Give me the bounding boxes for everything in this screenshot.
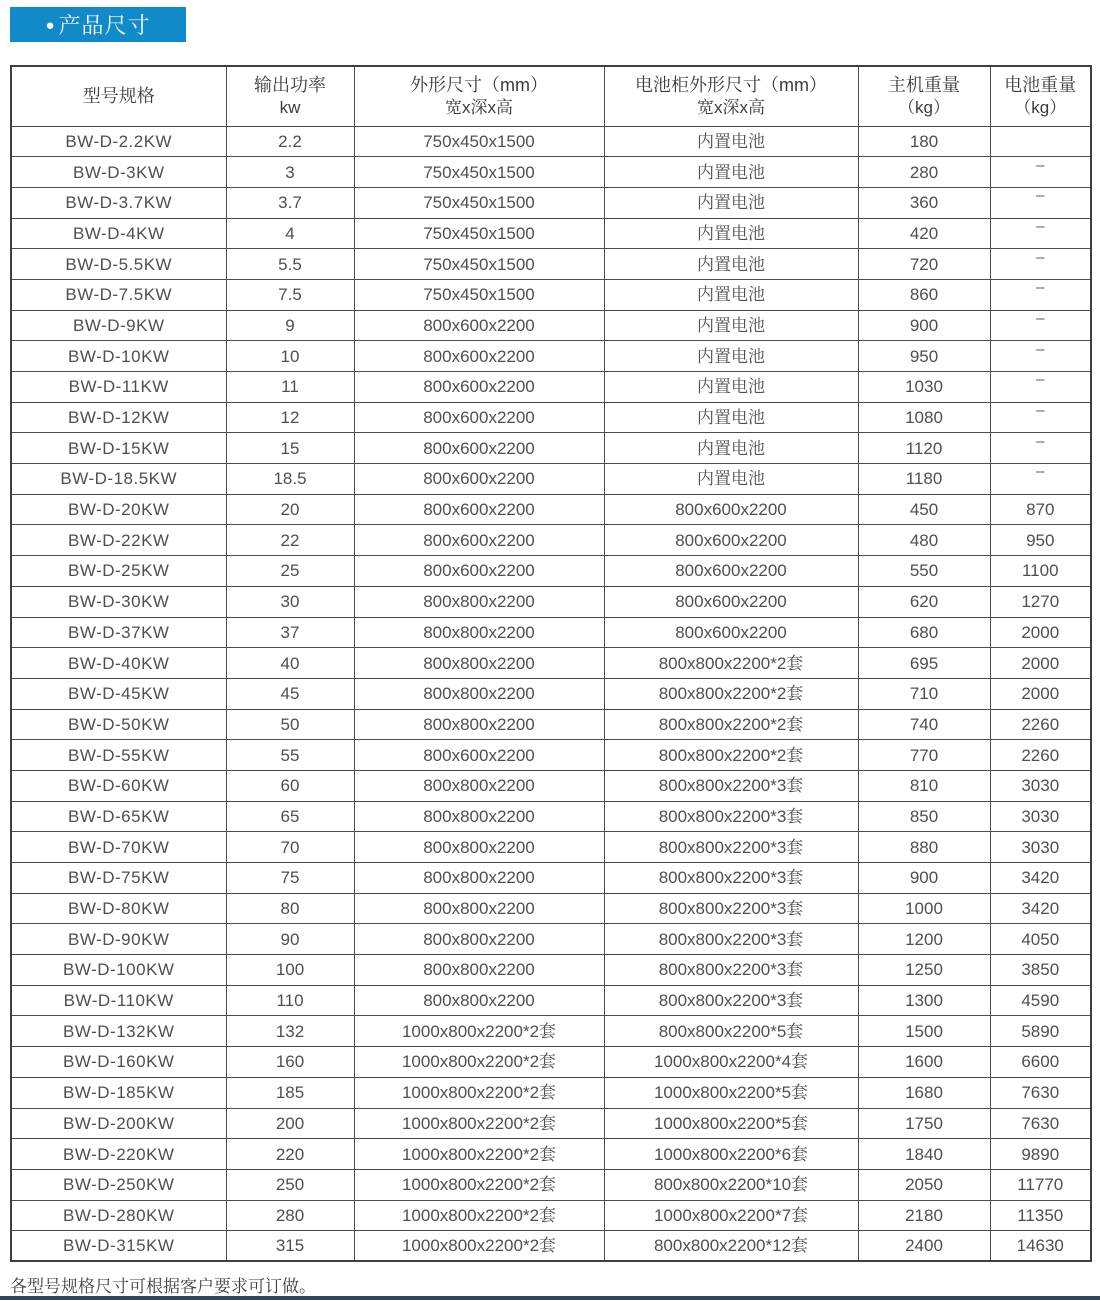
cell-battery-cabinet: 800x800x2200*3套 [604, 801, 858, 832]
cell-dimensions: 800x800x2200 [354, 863, 604, 894]
cell-host-weight: 180 [858, 126, 990, 157]
cell-battery-weight [990, 126, 1091, 157]
cell-model: BW-D-7.5KW [11, 279, 226, 310]
cell-battery-cabinet: 1000x800x2200*5套 [604, 1077, 858, 1108]
table-row [11, 249, 1091, 280]
cell-battery-weight: 1270 [990, 586, 1091, 617]
cell-dimensions: 1000x800x2200*2套 [354, 1108, 604, 1139]
cell-battery-weight: 4050 [990, 924, 1091, 955]
cell-model: BW-D-90KW [11, 924, 226, 955]
cell-power: 315 [226, 1231, 354, 1262]
cell-host-weight: 1180 [858, 464, 990, 495]
cell-dimensions: 1000x800x2200*2套 [354, 1047, 604, 1078]
cell-model: BW-D-5.5KW [11, 249, 226, 280]
cell-host-weight: 1840 [858, 1139, 990, 1170]
cell-host-weight: 550 [858, 556, 990, 587]
cell-model: BW-D-315KW [11, 1231, 226, 1262]
cell-host-weight: 1600 [858, 1047, 990, 1078]
cell-battery-cabinet: 800x800x2200*3套 [604, 893, 858, 924]
table-row [11, 648, 1091, 679]
cell-battery-weight: – [990, 341, 1091, 372]
section-title-label: 产品尺寸 [58, 13, 151, 38]
table-row [11, 893, 1091, 924]
cell-dimensions: 750x450x1500 [354, 279, 604, 310]
cell-battery-cabinet: 内置电池 [604, 249, 858, 280]
cell-power: 80 [226, 893, 354, 924]
cell-dimensions: 750x450x1500 [354, 126, 604, 157]
table-row [11, 402, 1091, 433]
cell-power: 185 [226, 1077, 354, 1108]
cell-battery-cabinet: 内置电池 [604, 402, 858, 433]
cell-dimensions: 800x800x2200 [354, 801, 604, 832]
cell-host-weight: 1680 [858, 1077, 990, 1108]
cell-power: 20 [226, 494, 354, 525]
cell-battery-weight: 2000 [990, 617, 1091, 648]
column-header-battery-cabinet: 电池柜外形尺寸（mm） 宽x深x高 [604, 66, 858, 126]
cell-battery-cabinet: 800x800x2200*3套 [604, 985, 858, 1016]
cell-power: 60 [226, 770, 354, 801]
cell-power: 200 [226, 1108, 354, 1139]
cell-model: BW-D-70KW [11, 832, 226, 863]
cell-dimensions: 800x600x2200 [354, 341, 604, 372]
cell-power: 45 [226, 678, 354, 709]
cell-battery-weight: – [990, 218, 1091, 249]
cell-model: BW-D-80KW [11, 893, 226, 924]
cell-model: BW-D-37KW [11, 617, 226, 648]
cell-dimensions: 800x600x2200 [354, 494, 604, 525]
cell-dimensions: 800x800x2200 [354, 893, 604, 924]
table-header [11, 66, 1091, 126]
cell-host-weight: 2050 [858, 1169, 990, 1200]
cell-host-weight: 850 [858, 801, 990, 832]
cell-power: 2.2 [226, 126, 354, 157]
cell-model: BW-D-110KW [11, 985, 226, 1016]
cell-dimensions: 1000x800x2200*2套 [354, 1139, 604, 1170]
cell-dimensions: 800x800x2200 [354, 985, 604, 1016]
cell-host-weight: 2400 [858, 1231, 990, 1262]
cell-battery-cabinet: 800x800x2200*3套 [604, 863, 858, 894]
cell-power: 3 [226, 157, 354, 188]
cell-host-weight: 360 [858, 187, 990, 218]
table-row [11, 586, 1091, 617]
cell-battery-cabinet: 内置电池 [604, 372, 858, 403]
cell-dimensions: 800x600x2200 [354, 402, 604, 433]
cell-power: 160 [226, 1047, 354, 1078]
cell-battery-cabinet: 内置电池 [604, 279, 858, 310]
cell-host-weight: 770 [858, 740, 990, 771]
cell-dimensions: 800x800x2200 [354, 832, 604, 863]
cell-power: 70 [226, 832, 354, 863]
cell-dimensions: 1000x800x2200*2套 [354, 1016, 604, 1047]
cell-battery-cabinet: 内置电池 [604, 464, 858, 495]
cell-model: BW-D-20KW [11, 494, 226, 525]
cell-dimensions: 750x450x1500 [354, 187, 604, 218]
cell-battery-weight: 6600 [990, 1047, 1091, 1078]
cell-host-weight: 860 [858, 279, 990, 310]
column-header-battery-weight: 电池重量 （kg） [990, 66, 1091, 126]
cell-battery-weight: 870 [990, 494, 1091, 525]
cell-battery-weight: 950 [990, 525, 1091, 556]
cell-battery-weight: – [990, 433, 1091, 464]
table-row [11, 985, 1091, 1016]
table-row [11, 832, 1091, 863]
cell-battery-cabinet: 800x800x2200*3套 [604, 955, 858, 986]
table-row [11, 1231, 1091, 1262]
cell-model: BW-D-50KW [11, 709, 226, 740]
cell-battery-weight: – [990, 249, 1091, 280]
cell-power: 280 [226, 1200, 354, 1231]
cell-dimensions: 1000x800x2200*2套 [354, 1231, 604, 1262]
table-row [11, 1047, 1091, 1078]
cell-battery-weight: 3030 [990, 832, 1091, 863]
cell-power: 11 [226, 372, 354, 403]
table-row [11, 525, 1091, 556]
cell-model: BW-D-65KW [11, 801, 226, 832]
cell-power: 55 [226, 740, 354, 771]
cell-model: BW-D-132KW [11, 1016, 226, 1047]
cell-battery-cabinet: 1000x800x2200*7套 [604, 1200, 858, 1231]
cell-power: 90 [226, 924, 354, 955]
cell-model: BW-D-4KW [11, 218, 226, 249]
cell-host-weight: 620 [858, 586, 990, 617]
cell-battery-cabinet: 800x600x2200 [604, 586, 858, 617]
cell-battery-cabinet: 1000x800x2200*5套 [604, 1108, 858, 1139]
cell-power: 40 [226, 648, 354, 679]
cell-battery-weight: 2000 [990, 648, 1091, 679]
cell-battery-cabinet: 800x600x2200 [604, 494, 858, 525]
cell-dimensions: 1000x800x2200*2套 [354, 1077, 604, 1108]
cell-battery-cabinet: 1000x800x2200*6套 [604, 1139, 858, 1170]
cell-host-weight: 1500 [858, 1016, 990, 1047]
cell-battery-cabinet: 800x800x2200*10套 [604, 1169, 858, 1200]
cell-host-weight: 1750 [858, 1108, 990, 1139]
cell-dimensions: 800x600x2200 [354, 556, 604, 587]
product-dimensions-table [10, 65, 1092, 1262]
cell-battery-weight: – [990, 310, 1091, 341]
cell-battery-cabinet: 内置电池 [604, 218, 858, 249]
table-row [11, 1200, 1091, 1231]
table-row [11, 187, 1091, 218]
cell-power: 5.5 [226, 249, 354, 280]
cell-battery-cabinet: 800x800x2200*3套 [604, 832, 858, 863]
cell-model: BW-D-250KW [11, 1169, 226, 1200]
column-header-output-power: 输出功率 kw [226, 66, 354, 126]
cell-battery-cabinet: 800x800x2200*2套 [604, 678, 858, 709]
cell-battery-cabinet: 800x600x2200 [604, 556, 858, 587]
cell-dimensions: 800x800x2200 [354, 617, 604, 648]
cell-host-weight: 695 [858, 648, 990, 679]
table-row [11, 678, 1091, 709]
bottom-rule [0, 1296, 1100, 1300]
cell-model: BW-D-2.2KW [11, 126, 226, 157]
section-title-badge [10, 7, 186, 42]
cell-host-weight: 900 [858, 310, 990, 341]
cell-host-weight: 950 [858, 341, 990, 372]
cell-host-weight: 420 [858, 218, 990, 249]
table-row [11, 310, 1091, 341]
table-row [11, 1016, 1091, 1047]
cell-battery-cabinet: 800x800x2200*3套 [604, 924, 858, 955]
bullet-icon: ● [45, 17, 55, 34]
cell-battery-weight: – [990, 157, 1091, 188]
cell-dimensions: 800x600x2200 [354, 525, 604, 556]
cell-battery-weight: 14630 [990, 1231, 1091, 1262]
cell-power: 12 [226, 402, 354, 433]
cell-power: 7.5 [226, 279, 354, 310]
cell-host-weight: 900 [858, 863, 990, 894]
cell-power: 10 [226, 341, 354, 372]
cell-host-weight: 2180 [858, 1200, 990, 1231]
cell-dimensions: 800x800x2200 [354, 678, 604, 709]
cell-model: BW-D-220KW [11, 1139, 226, 1170]
cell-model: BW-D-30KW [11, 586, 226, 617]
cell-battery-weight: 3030 [990, 801, 1091, 832]
cell-battery-weight: – [990, 187, 1091, 218]
cell-host-weight: 880 [858, 832, 990, 863]
cell-battery-weight: 7630 [990, 1077, 1091, 1108]
cell-battery-weight: 3420 [990, 893, 1091, 924]
cell-battery-weight: 5890 [990, 1016, 1091, 1047]
cell-power: 18.5 [226, 464, 354, 495]
cell-model: BW-D-185KW [11, 1077, 226, 1108]
cell-battery-cabinet: 800x800x2200*3套 [604, 770, 858, 801]
cell-battery-cabinet: 内置电池 [604, 310, 858, 341]
cell-model: BW-D-75KW [11, 863, 226, 894]
cell-battery-cabinet: 内置电池 [604, 126, 858, 157]
table-row [11, 157, 1091, 188]
cell-power: 100 [226, 955, 354, 986]
cell-host-weight: 1030 [858, 372, 990, 403]
cell-host-weight: 450 [858, 494, 990, 525]
cell-battery-weight: – [990, 402, 1091, 433]
cell-power: 220 [226, 1139, 354, 1170]
table-row [11, 126, 1091, 157]
table-row [11, 740, 1091, 771]
cell-host-weight: 1000 [858, 893, 990, 924]
cell-power: 30 [226, 586, 354, 617]
cell-battery-cabinet: 800x800x2200*2套 [604, 648, 858, 679]
cell-power: 110 [226, 985, 354, 1016]
cell-battery-cabinet: 800x800x2200*2套 [604, 740, 858, 771]
cell-power: 65 [226, 801, 354, 832]
cell-battery-cabinet: 800x600x2200 [604, 617, 858, 648]
cell-battery-weight: 9890 [990, 1139, 1091, 1170]
table-row [11, 709, 1091, 740]
cell-host-weight: 280 [858, 157, 990, 188]
cell-dimensions: 800x800x2200 [354, 586, 604, 617]
cell-battery-weight: 11770 [990, 1169, 1091, 1200]
cell-battery-cabinet: 内置电池 [604, 341, 858, 372]
cell-battery-cabinet: 内置电池 [604, 157, 858, 188]
table-row [11, 1108, 1091, 1139]
cell-model: BW-D-3KW [11, 157, 226, 188]
cell-model: BW-D-22KW [11, 525, 226, 556]
cell-power: 22 [226, 525, 354, 556]
cell-host-weight: 480 [858, 525, 990, 556]
cell-battery-weight: 3850 [990, 955, 1091, 986]
cell-power: 15 [226, 433, 354, 464]
cell-dimensions: 750x450x1500 [354, 218, 604, 249]
table-row [11, 279, 1091, 310]
column-header-model: 型号规格 [11, 66, 226, 126]
column-header-host-weight: 主机重量 （kg） [858, 66, 990, 126]
cell-dimensions: 1000x800x2200*2套 [354, 1200, 604, 1231]
cell-battery-weight: 3030 [990, 770, 1091, 801]
cell-power: 37 [226, 617, 354, 648]
cell-battery-weight: 4590 [990, 985, 1091, 1016]
cell-model: BW-D-45KW [11, 678, 226, 709]
cell-battery-weight: – [990, 279, 1091, 310]
cell-model: BW-D-15KW [11, 433, 226, 464]
cell-battery-cabinet: 800x600x2200 [604, 525, 858, 556]
cell-host-weight: 740 [858, 709, 990, 740]
cell-model: BW-D-3.7KW [11, 187, 226, 218]
cell-dimensions: 800x800x2200 [354, 955, 604, 986]
cell-battery-cabinet: 1000x800x2200*4套 [604, 1047, 858, 1078]
cell-power: 25 [226, 556, 354, 587]
table-row [11, 1139, 1091, 1170]
cell-dimensions: 800x800x2200 [354, 924, 604, 955]
table-row [11, 464, 1091, 495]
cell-dimensions: 800x600x2200 [354, 310, 604, 341]
cell-dimensions: 800x600x2200 [354, 372, 604, 403]
cell-battery-weight: – [990, 464, 1091, 495]
cell-battery-cabinet: 内置电池 [604, 187, 858, 218]
cell-host-weight: 720 [858, 249, 990, 280]
cell-battery-weight: 2260 [990, 709, 1091, 740]
cell-dimensions: 800x600x2200 [354, 740, 604, 771]
table-row [11, 801, 1091, 832]
table-row [11, 556, 1091, 587]
cell-power: 3.7 [226, 187, 354, 218]
cell-host-weight: 1250 [858, 955, 990, 986]
table-row [11, 494, 1091, 525]
cell-dimensions: 800x800x2200 [354, 770, 604, 801]
cell-model: BW-D-160KW [11, 1047, 226, 1078]
footer-note: 各型号规格尺寸可根据客户要求可订做。 [10, 1277, 316, 1296]
cell-model: BW-D-40KW [11, 648, 226, 679]
cell-battery-cabinet: 800x800x2200*12套 [604, 1231, 858, 1262]
cell-model: BW-D-60KW [11, 770, 226, 801]
cell-battery-cabinet: 800x800x2200*2套 [604, 709, 858, 740]
cell-battery-weight: 2000 [990, 678, 1091, 709]
cell-battery-weight: 7630 [990, 1108, 1091, 1139]
table-row [11, 372, 1091, 403]
cell-host-weight: 810 [858, 770, 990, 801]
cell-model: BW-D-12KW [11, 402, 226, 433]
cell-battery-weight: 2260 [990, 740, 1091, 771]
cell-dimensions: 750x450x1500 [354, 157, 604, 188]
cell-battery-weight: 11350 [990, 1200, 1091, 1231]
table-row [11, 218, 1091, 249]
cell-host-weight: 1200 [858, 924, 990, 955]
cell-dimensions: 750x450x1500 [354, 249, 604, 280]
cell-battery-weight: – [990, 372, 1091, 403]
cell-model: BW-D-10KW [11, 341, 226, 372]
cell-power: 132 [226, 1016, 354, 1047]
table-row [11, 341, 1091, 372]
cell-power: 9 [226, 310, 354, 341]
table-row [11, 924, 1091, 955]
table-row [11, 863, 1091, 894]
cell-host-weight: 1080 [858, 402, 990, 433]
cell-battery-cabinet: 800x800x2200*5套 [604, 1016, 858, 1047]
cell-host-weight: 710 [858, 678, 990, 709]
cell-power: 250 [226, 1169, 354, 1200]
cell-power: 4 [226, 218, 354, 249]
cell-battery-weight: 3420 [990, 863, 1091, 894]
cell-host-weight: 1120 [858, 433, 990, 464]
cell-model: BW-D-280KW [11, 1200, 226, 1231]
table-row [11, 770, 1091, 801]
cell-battery-weight: 1100 [990, 556, 1091, 587]
table-row [11, 1169, 1091, 1200]
table-row [11, 617, 1091, 648]
cell-host-weight: 680 [858, 617, 990, 648]
table-row [11, 1077, 1091, 1108]
cell-model: BW-D-18.5KW [11, 464, 226, 495]
cell-power: 50 [226, 709, 354, 740]
cell-dimensions: 800x600x2200 [354, 464, 604, 495]
cell-model: BW-D-11KW [11, 372, 226, 403]
cell-model: BW-D-100KW [11, 955, 226, 986]
table-body [11, 126, 1091, 1261]
cell-dimensions: 1000x800x2200*2套 [354, 1169, 604, 1200]
cell-battery-cabinet: 内置电池 [604, 433, 858, 464]
cell-model: BW-D-55KW [11, 740, 226, 771]
cell-dimensions: 800x800x2200 [354, 648, 604, 679]
cell-power: 75 [226, 863, 354, 894]
cell-host-weight: 1300 [858, 985, 990, 1016]
table-row [11, 955, 1091, 986]
table-row [11, 433, 1091, 464]
cell-model: BW-D-9KW [11, 310, 226, 341]
cell-dimensions: 800x600x2200 [354, 433, 604, 464]
cell-model: BW-D-200KW [11, 1108, 226, 1139]
header-row [11, 66, 1091, 126]
cell-model: BW-D-25KW [11, 556, 226, 587]
column-header-dimensions: 外形尺寸（mm） 宽x深x高 [354, 66, 604, 126]
cell-dimensions: 800x800x2200 [354, 709, 604, 740]
